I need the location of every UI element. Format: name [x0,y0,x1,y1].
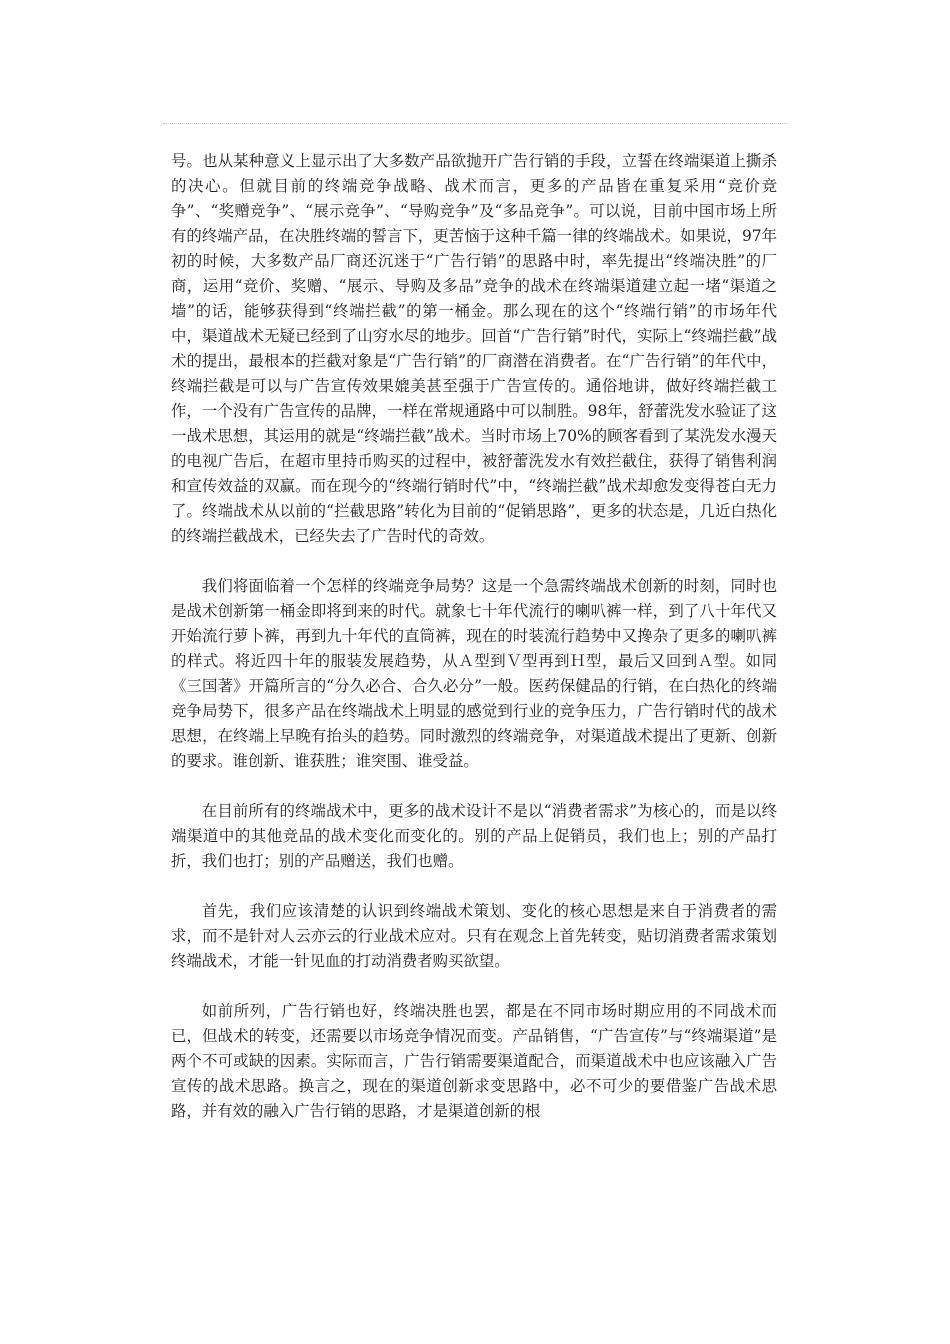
paragraph-5: 如前所列，广告行销也好，终端决胜也罢，都是在不同市场时期应用的不同战术而已，但战术的转变，还需要以市场竞争情况而变。产品销售，“广告宣传”与“终端渠道”是两个不可或缺的因素。实际而言，广告行销需要渠道配合，而渠道战术中也应该融入广告宣传的战术思路。换言之，现在的渠道创新求变思路中，必不可少的要借鉴广告战术思路，并有效的融入广告行销的思路，才是渠道创新的根 [171,1002,777,1120]
paragraph-2: 我们将面临着一个怎样的终端竞争局势？这是一个急需终端战术创新的时刻，同时也是战术创新第一桶金即将到来的时代。就象七十年代流行的喇叭裤一样，到了八十年代又开始流行萝卜裤，再到九十年代的直筒裤，现在的时装流行趋势中又搀杂了更多的喇叭裤的样式。将近四十年的服装发展趋势，从Ａ型到Ｖ型再到Ｈ型，最后又回到Ａ型。如同《三国著》开篇所言的“分久必合、合久必分”一般。医药保健品的行销，在白热化的终端竞争局势下，很多产品在终端战术上明显的感觉到行业的竞争压力，广告行销时代的战术思想，在终端上早晚有抬头的趋势。同时激烈的终端竞争，对渠道战术提出了更新、创新的要求。谁创新、谁获胜；谁突围、谁受益。 [171,577,777,770]
article-body [171,149,777,1124]
paragraph-3: 在目前所有的终端战术中，更多的战术设计不是以“消费者需求”为核心的，而是以终端渠道中的其他竞品的战术变化而变化的。别的产品上促销员，我们也上；别的产品打折，我们也打；别的产品赠送，我们也赠。 [171,802,777,870]
paragraph-4: 首先，我们应该清楚的认识到终端战术策划、变化的核心思想是来自于消费者的需求，而不是针对人云亦云的行业战术应对。只有在观念上首先转变，贴切消费者需求策划终端战术，才能一针见血的打动消费者购买欲望。 [171,902,777,970]
header-divider [163,123,787,124]
paragraph-1: 号。也从某种意义上显示出了大多数产品欲抛开广告行销的手段，立誓在终端渠道上撕杀的决心。但就目前的终端竞争战略、战术而言，更多的产品皆在重复采用“竞价竞争”、“奖赠竞争”、“展示竞争”、“导购竞争”及“多品竞争”。可以说，目前中国市场上所有的终端产品，在决胜终端的誓言下，更苦恼于这种千篇一律的终端战术。如果说，97年初的时候，大多数产品厂商还沉迷于“广告行销”的思路中时，率先提出“终端决胜”的厂商，运用“竞价、奖赠、“展示、导购及多品”竞争的战术在终端渠道建立起一堵“渠道之墙”的话，能够获得到“终端拦截”的第一桶金。那么现在的这个“终端行销”的市场年代中，渠道战术无疑已经到了山穷水尽的地步。回首“广告行销”时代，实际上“终端拦截”战术的提出，最根本的拦截对象是“广告行销”的厂商潜在消费者。在“广告行销”的年代中，终端拦截是可以与广告宣传效果媲美甚至强于广告宣传的。通俗地讲，做好终端拦截工作，一个没有广告宣传的品牌，一样在常规通路中可以制胜。98年，舒蕾洗发水验证了这一战术思想，其运用的就是“终端拦截”战术。当时市场上70%的顾客看到了某洗发水漫天的电视广告后，在超市里持币购买的过程中，被舒蕾洗发水有效拦截住，获得了销售利润和宣传效益的双赢。而在现今的“终端行销时代”中，“终端拦截”战术却愈发变得苍白无力了。终端战术从以前的“拦截思路”转化为目前的“促销思路”，更多的状态是，几近白热化的终端拦截战术，已经失去了广告时代的奇效。 [171,152,777,545]
